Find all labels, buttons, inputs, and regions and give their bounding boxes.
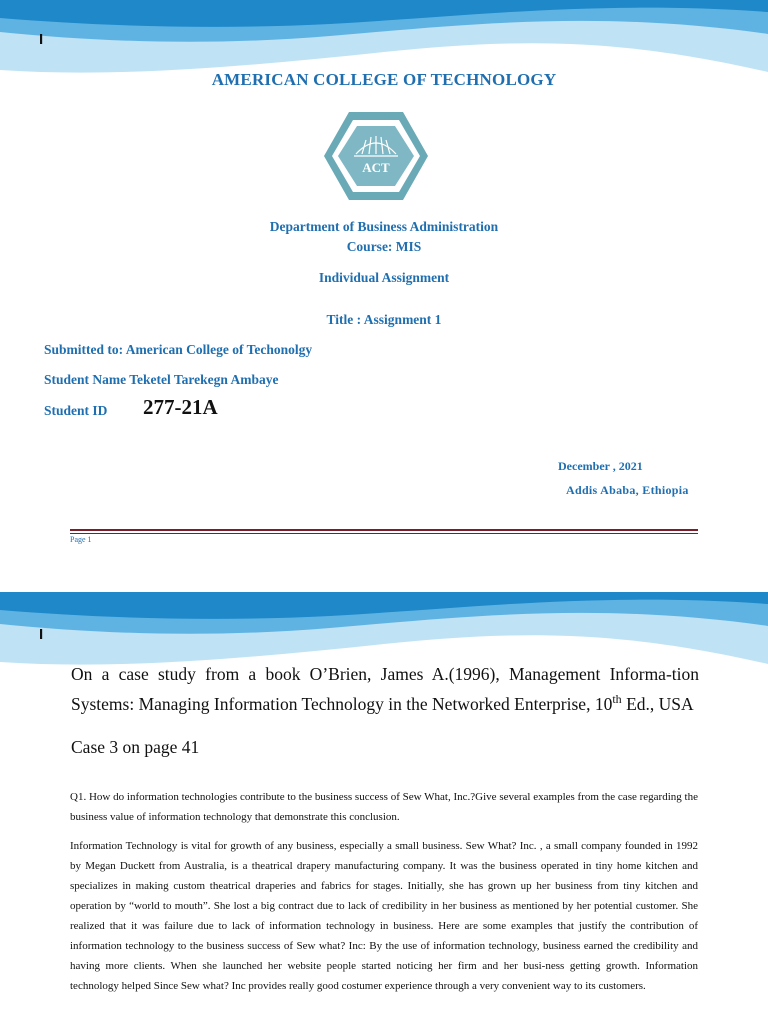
- act-logo: [322, 110, 430, 202]
- assignment-type: Individual Assignment: [318, 270, 450, 285]
- submission-place: Addis Ababa, Ethiopia: [566, 483, 689, 497]
- section-marker: I: [39, 626, 44, 643]
- question-1: Q1. How do information technologies contribute to the business success of Sew What, Inc.?Give several examples from the case regarding the business value of information technology that demonstrate this conclusion.: [70, 791, 698, 823]
- assignment-title: Title : Assignment 1: [326, 312, 442, 327]
- heading-end: Ed., USA: [621, 693, 694, 714]
- footer-rule-thin: [70, 533, 698, 534]
- logo-text: ACT: [362, 160, 390, 175]
- page-gap: [0, 575, 768, 592]
- case-study-heading: [71, 662, 699, 717]
- content-page: [0, 592, 768, 1024]
- heading-superscript: th: [612, 692, 622, 706]
- top-wave-banner: [0, 0, 768, 80]
- section-marker: I: [39, 31, 44, 48]
- case-reference: Case 3 on page 41: [71, 737, 200, 757]
- answer-paragraph: Information Technology is vital for growth of any business, especially a small business. Sew What? Inc. , a small company founded in 1992 by Megan Duckett from Australia, is a theatrical drapery manufacturing company. It was the business operated in tiny home kitchen and specializes in making custom theatrical draperies and fabrics for stages. Initially, she has grown up her business from tiny kitchen and operation by “world to mouth”. She lost a big contract due to lack of credibility in her business as mentioned by her potential customer. She realized that it was failure due to lack of information technology in business. Here are some examples that justify the contribution of information technology to the business success of Sew what? Inc: By the use of information technology, business earned the credibility and having more clients. When she launched her website people started noticing her firm and her busi-ness getting growth. Information technology helped Since Sew what? Inc provides really good costumer experience through a very convenient way to its customers.: [70, 840, 698, 992]
- submitted-to: Submitted to: American College of Techonolgy: [44, 342, 313, 357]
- student-id-value: 277-21A: [143, 395, 218, 419]
- top-wave-banner: [0, 592, 768, 672]
- college-name: AMERICAN COLLEGE OF TECHNOLOGY: [211, 70, 557, 89]
- footer-rule: [70, 529, 698, 531]
- course-name: Course: MIS: [346, 239, 422, 254]
- page-number: Page 1: [70, 535, 92, 544]
- student-id-label: Student ID: [44, 403, 108, 418]
- student-name: Student Name Teketel Tarekegn Ambaye: [44, 372, 279, 387]
- heading-main: On a case study from a book O’Brien, James A.(1996), Management Informa-tion Systems: Managing Information Technology in the Networked Enterprise, 10: [71, 664, 699, 714]
- submission-date: December , 2021: [558, 459, 643, 473]
- department-name: Department of Business Administration: [269, 219, 499, 234]
